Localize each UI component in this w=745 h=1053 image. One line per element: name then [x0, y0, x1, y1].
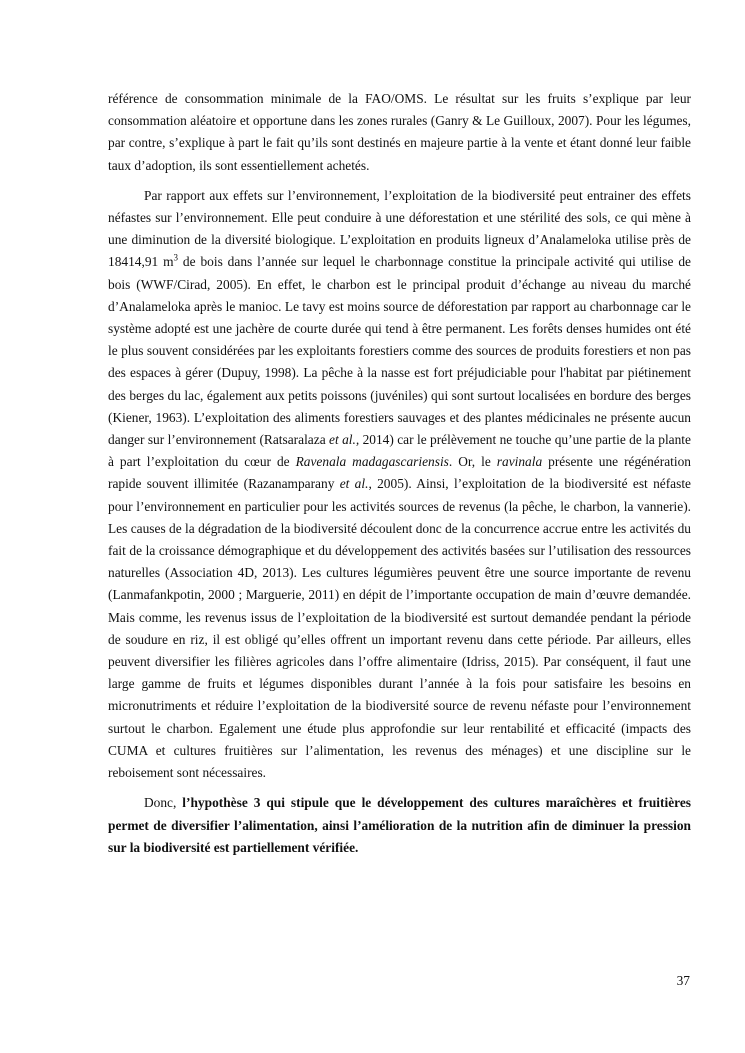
italic-et-al: et al.,: [329, 432, 360, 448]
paragraph-consumption: référence de consommation minimale de la FAO/OMS. Le résultat sur les fruits s’explique par leur consommation aléatoire et opportune dans les zones rurales (Ganry & Le Guilloux, 2007). Pour les légumes, par contre, s’explique à part le fait qu’ils sont destinés en majeure partie à la vente et étant donné leur faible taux d’adoption, ils sont essentiellement achetés.: [108, 91, 691, 173]
text-segment: Par rapport aux effets sur l’environnement, l’exploitation de la biodiversité peut entrainer des effets néfastes sur l’environnement. Elle peut conduire à une déforestation et une stérilité des sols, ce qui mène à une diminution de la diversité biologique. L’exploitation en produits ligneux d’Analameloka utilise près de 18414,91 m: [108, 187, 691, 270]
text-segment: Donc,: [144, 795, 183, 811]
text-segment: présente une régénération rapide souvent illimitée (Razanamparany: [108, 454, 691, 492]
text-segment: de bois dans l’année sur lequel le charbonnage constitue la principale activité qui utilise de bois (WWF/Cirad, 2005). En effet, le charbon est le principal produit d’échange au niveau du marché d’Analameloka après le manioc. Le tavy est moins source de déforestation par rapport au charbonnage car le système adopté est une jachère de courte durée qui tend à être permanent. Les forêts denses humides ont été le plus souvent considérées par les exploitants forestiers comme des sources de produits forestiers et non pas des espaces à gérer (Dupuy, 1998). La pêche à la nasse est fort préjudiciable pour l'habitat par piétinement des berges du lac, également aux petits poissons (juvéniles) qui sont surtout localisées en bordure des berges (Kiener, 1963). L’exploitation des aliments forestiers sauvages et des plantes médicinales ne présente aucun danger sur l’environnement (Ratsaralaza: [108, 254, 691, 448]
page-number: 37: [676, 973, 690, 988]
text-segment: 2014) car le prélèvement ne touche qu’une partie de la plante à part l’exploitation du cœur de: [108, 432, 691, 470]
text-segment: , 2005). Ainsi, l’exploitation de la biodiversité est néfaste pour l’environnement en particulier pour les activités sources de revenus (la pêche, le charbon, la vannerie). Les causes de la dégradation de la biodiversité découlent donc de la concurrence accrue entre les activités du fait de la croissance démographique et du développement des activités basées sur l’utilisation des ressources naturelles (Association 4D, 2013). Les cultures légumières peuvent être une source importante de revenu (Lanmafankpotin, 2000 ; Marguerie, 2011) en dépit de l’importante occupation de main d’œuvre demandée. Mais comme, les revenus issus de l’exploitation de la biodiversité est surtout demandée pendant la période de soudure en riz, il est obligé qu’elles offrent un important revenu dans cette période. Par ailleurs, elles peuvent diversifier les filières agricoles dans l’offre alimentaire (Idriss, 2015). Par conséquent, il faut une large gamme de fruits et légumes disponibles durant l’année à la fois pour satisfaire les besoins en micronutriments et réduire l’exploitation de la biodiversité source de revenu néfaste pour l’environnement surtout le charbon. Egalement une étude plus approfondie sur leur rentabilité et efficacité (impacts des CUMA et cultures fruitières sur l’alimentation, les revenus des ménages) et une discipline sur le reboisement sont nécessaires.: [108, 476, 691, 781]
superscript-cubic: 3: [173, 252, 179, 263]
text-segment: . Or, le: [448, 454, 497, 470]
italic-et-al: et al.: [339, 476, 369, 492]
italic-species-name: Ravenala madagascariensis: [295, 454, 449, 470]
document-body: [108, 88, 691, 859]
paragraph-environment: [108, 185, 691, 784]
italic-ravinala: ravinala: [496, 454, 543, 470]
hypothesis-statement: l’hypothèse 3 qui stipule que le développement des cultures maraîchères et fruitières permet de diversifier l’alimentation, ainsi l’amélioration de la nutrition afin de diminuer la pression sur la biodiversité est partiellement vérifiée.: [108, 795, 691, 855]
paragraph-hypothesis-conclusion: [108, 792, 691, 859]
